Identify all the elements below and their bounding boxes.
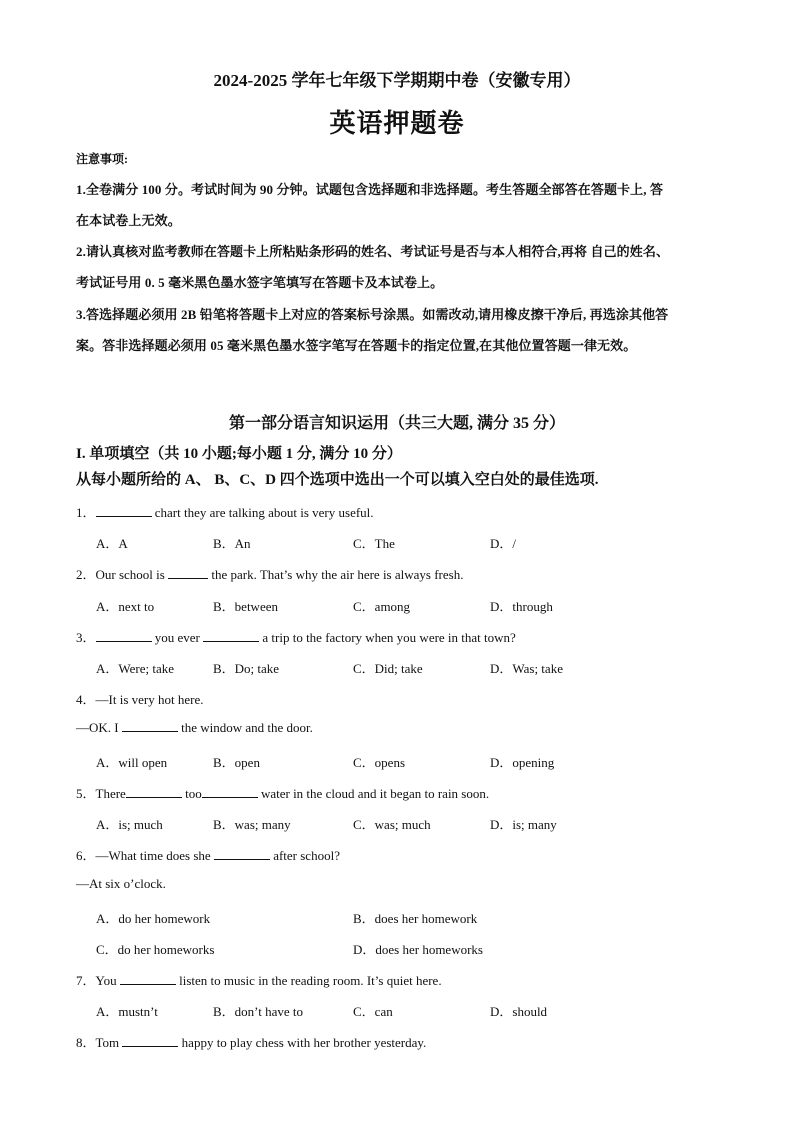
answer-blank: [214, 848, 270, 860]
question-text: a trip to the factory when you were in that town?: [262, 630, 516, 645]
exam-subtitle: 英语押题卷: [329, 109, 465, 138]
option-a: A．will open: [96, 755, 168, 770]
option-b: B．An: [213, 536, 251, 551]
answer-blank: [96, 630, 152, 642]
option-d: D．should: [490, 1004, 548, 1019]
option-d: D．/: [490, 536, 517, 551]
notice-line: 在本试卷上无效。: [76, 213, 181, 228]
question-number: 4．: [76, 692, 96, 707]
option-c: C．The: [353, 536, 395, 551]
option-c: C．opens: [353, 755, 406, 770]
answer-blank: [122, 1035, 178, 1047]
option-c: C．do her homeworks: [96, 942, 215, 957]
question-number: 5．: [76, 786, 96, 801]
question-text: too: [185, 786, 202, 801]
question-3: [76, 627, 516, 646]
answer-blank: [202, 786, 258, 798]
question-5: [76, 783, 489, 802]
question-text: chart they are talking about is very useful.: [154, 505, 374, 520]
option-a: A．A: [96, 536, 128, 551]
notice-line: 案。答非选择题必须用 05 毫米黑色墨水签字笔写在答题卡的指定位置,在其他位置答题一律无效。: [76, 338, 637, 353]
question-text: —OK. I: [76, 720, 119, 735]
question-text: after school?: [273, 848, 340, 863]
option-c: C．can: [353, 1004, 393, 1019]
question-text: You: [95, 973, 117, 988]
option-b: B．don’t have to: [213, 1004, 304, 1019]
question-7: [76, 970, 442, 989]
question-8: [76, 1032, 426, 1051]
notice-line: 2.请认真核对监考教师在答题卡上所粘贴条形码的姓名、考试证号是否与本人相符合,再将 自己的姓名、: [76, 244, 670, 259]
question-text: the park. That’s why the air here is always fresh.: [211, 567, 464, 582]
option-b: B．Do; take: [213, 661, 280, 676]
option-c: C．was; much: [353, 817, 431, 832]
option-d: D．is; many: [490, 817, 557, 832]
section-heading: 第一部分语言知识运用（共三大题, 满分 35 分）: [228, 415, 565, 432]
option-d: D．through: [490, 599, 553, 614]
option-b: B．was; many: [213, 817, 291, 832]
question-text: Tom: [95, 1035, 120, 1050]
notice-line: 1.全卷满分 100 分。考试时间为 90 分钟。试题包含选择题和非选择题。考生答题全部答在答题卡上, 答: [76, 182, 664, 197]
question-4: [76, 689, 203, 708]
question-number: 6．: [76, 848, 96, 863]
option-d: D．Was; take: [490, 661, 563, 676]
question-text: —What time does she: [95, 848, 211, 863]
option-c: C．among: [353, 599, 411, 614]
option-a: A．is; much: [96, 817, 163, 832]
option-a: A．mustn’t: [96, 1004, 158, 1019]
question-text: listen to music in the reading room. It’s quiet here.: [179, 973, 442, 988]
answer-blank: [122, 720, 178, 732]
answer-blank: [168, 567, 208, 579]
question-6-reply: —At six o’clock.: [76, 876, 166, 891]
question-text: —It is very hot here.: [95, 692, 204, 707]
question-number: 7．: [76, 973, 96, 988]
question-number: 8．: [76, 1035, 96, 1050]
notice-heading: 注意事项:: [76, 152, 128, 166]
exam-title: 2024-2025 学年七年级下学期期中卷（安徽专用）: [213, 71, 581, 90]
question-1: [76, 502, 374, 521]
option-a: A．do her homework: [96, 911, 211, 926]
question-text: the window and the door.: [181, 720, 313, 735]
option-a: A．next to: [96, 599, 155, 614]
question-text: you ever: [154, 630, 200, 645]
option-a: A．Were; take: [96, 661, 175, 676]
option-d: D．does her homeworks: [353, 942, 483, 957]
answer-blank: [96, 505, 152, 517]
part-instruction: 从每小题所给的 A、 B、C、D 四个选项中选出一个可以填入空白处的最佳选项.: [76, 472, 599, 488]
answer-blank: [203, 630, 259, 642]
answer-blank: [120, 973, 176, 985]
question-number: 2．: [76, 567, 96, 582]
question-2: [76, 564, 463, 583]
answer-blank: [126, 786, 182, 798]
question-text: There: [95, 786, 126, 801]
question-6: [76, 845, 340, 864]
option-b: B．does her homework: [353, 911, 478, 926]
notice-line: 3.答选择题必须用 2B 铅笔将答题卡上对应的答案标号涂黑。如需改动,请用橡皮擦干净后, 再选涂其他答: [76, 307, 669, 322]
option-c: C．Did; take: [353, 661, 423, 676]
option-d: D．opening: [490, 755, 555, 770]
question-number: 1．: [76, 505, 96, 520]
notice-line: 考试证号用 0. 5 毫米黑色墨水签字笔填写在答题卡及本试卷上。: [76, 275, 444, 290]
part-heading: I. 单项填空（共 10 小题;每小题 1 分, 满分 10 分）: [76, 446, 402, 462]
question-text: happy to play chess with her brother yesterday.: [181, 1035, 427, 1050]
option-b: B．between: [213, 599, 278, 614]
question-text: water in the cloud and it began to rain soon.: [260, 786, 490, 801]
option-b: B．open: [213, 755, 260, 770]
question-4-reply: [76, 720, 313, 736]
question-text: Our school is: [95, 567, 165, 582]
question-number: 3．: [76, 630, 96, 645]
